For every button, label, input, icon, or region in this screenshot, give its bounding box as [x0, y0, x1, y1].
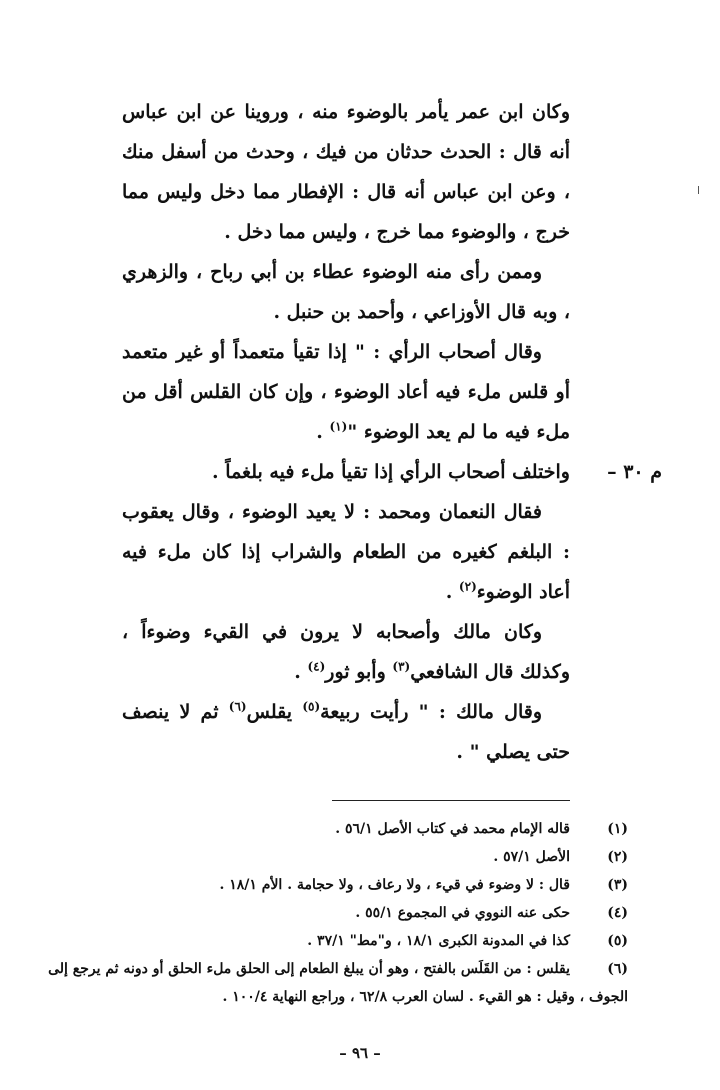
paragraph-3-tail: .	[316, 421, 330, 443]
paragraph-6-mid: وأبو ثور	[325, 661, 393, 683]
paragraph-4-text: واختلف أصحاب الرأي إذا تقيأ ملء فيه بلغماً .	[212, 461, 570, 483]
paragraph-5-text: فقال النعمان ومحمد : لا يعيد الوضوء ، وقال يعقوب : البلغم كغيره من الطعام والشراب إذا كان ملء فيه أعاد الوضوء	[122, 501, 570, 603]
paragraph-3-text: وقال أصحاب الرأي : " إذا تقيأ متعمداً أو غير متعمد أو قلس ملء فيه أعاد الوضوء ، وإن كان القلس أقل من ملء فيه ما لم يعد الوضوء "	[122, 341, 570, 443]
footnote-text: الأصل ٥٧/١ .	[493, 849, 570, 865]
paragraph-4	[122, 452, 662, 492]
footnote-separator	[332, 800, 570, 801]
footnote-6	[48, 955, 628, 1011]
page-number: – ٩٦ –	[339, 1044, 381, 1062]
paragraph-6	[122, 612, 570, 692]
paragraph-7-tail: ثم لا ينصف حتى يصلي " .	[122, 701, 570, 763]
paragraph-6-text: وكان مالك وأصحابه لا يرون في القيء وضوءاً ، وكذلك قال الشافعي	[122, 621, 570, 683]
paragraph-3	[122, 332, 570, 452]
footnote-number: (١)	[607, 821, 628, 837]
paragraph-5-tail: .	[445, 581, 459, 603]
footnote-number: (٣)	[607, 877, 628, 893]
paragraph-7-mid: يقلس	[246, 701, 303, 723]
paragraph-1-text: وكان ابن عمر يأمر بالوضوء منه ، وروينا عن ابن عباس أنه قال : الحدث حدثان من فيك ، وحدث من أسفل منك ، وعن ابن عباس أنه قال : الإفطار مما دخل وليس مما خرج ، والوضوء مما خرج ، وليس مما دخل .	[122, 101, 570, 243]
footnote-2	[48, 843, 628, 871]
footnote-text: يقلس : من القَلَس بالفتح ، وهو أن يبلغ الطعام إلى الحلق ملء الحلق أو دونه ثم يرجع إلى	[48, 961, 570, 977]
footnote-ref-1: (١)	[329, 419, 348, 434]
section-marker: م ٣٠ –	[607, 461, 662, 483]
paragraph-6-tail: .	[294, 661, 308, 683]
footnote-text: قاله الإمام محمد في كتاب الأصل ٥٦/١ .	[335, 821, 570, 837]
footnote-ref-4: (٤)	[307, 659, 326, 674]
paragraph-1	[122, 92, 570, 252]
footnote-5	[48, 927, 628, 955]
footnote-3	[48, 871, 628, 899]
footnote-text: قال : لا وضوء في قيء ، ولا رعاف ، ولا حجامة . الأم ١٨/١ .	[219, 877, 570, 893]
footnote-ref-5: (٥)	[302, 699, 321, 714]
footnote-ref-3: (٣)	[392, 659, 411, 674]
footnote-number: (٦)	[607, 961, 628, 977]
paragraph-2	[122, 252, 570, 332]
footnotes-block	[48, 815, 628, 1011]
footnote-text-continuation: الجوف ، وقيل : هو القيء . لسان العرب ٦٢/٨ ، وراجع النهاية ١٠٠/٤ .	[222, 989, 628, 1005]
paragraph-2-text: وممن رأى منه الوضوء عطاء بن أبي رباح ، والزهري ، وبه قال الأوزاعي ، وأحمد بن حنبل .	[122, 261, 570, 323]
main-text-block	[122, 92, 662, 772]
footnote-number: (٥)	[607, 933, 628, 949]
footnote-number: (٤)	[607, 905, 628, 921]
footnote-text: كذا في المدونة الكبرى ١٨/١ ، و"مط" ٣٧/١ .	[307, 933, 570, 949]
footnote-text: حكى عنه النووي في المجموع ٥٥/١ .	[355, 905, 570, 921]
paragraph-7-text: وقال مالك : " رأيت ربيعة	[320, 701, 543, 723]
scan-artifact	[698, 186, 699, 194]
paragraph-7	[122, 692, 570, 772]
paragraph-5	[122, 492, 570, 612]
footnote-ref-2: (٢)	[458, 579, 477, 594]
footnote-ref-6: (٦)	[228, 699, 247, 714]
footnote-number: (٢)	[607, 849, 628, 865]
footnote-4	[48, 899, 628, 927]
footnote-1	[48, 815, 628, 843]
